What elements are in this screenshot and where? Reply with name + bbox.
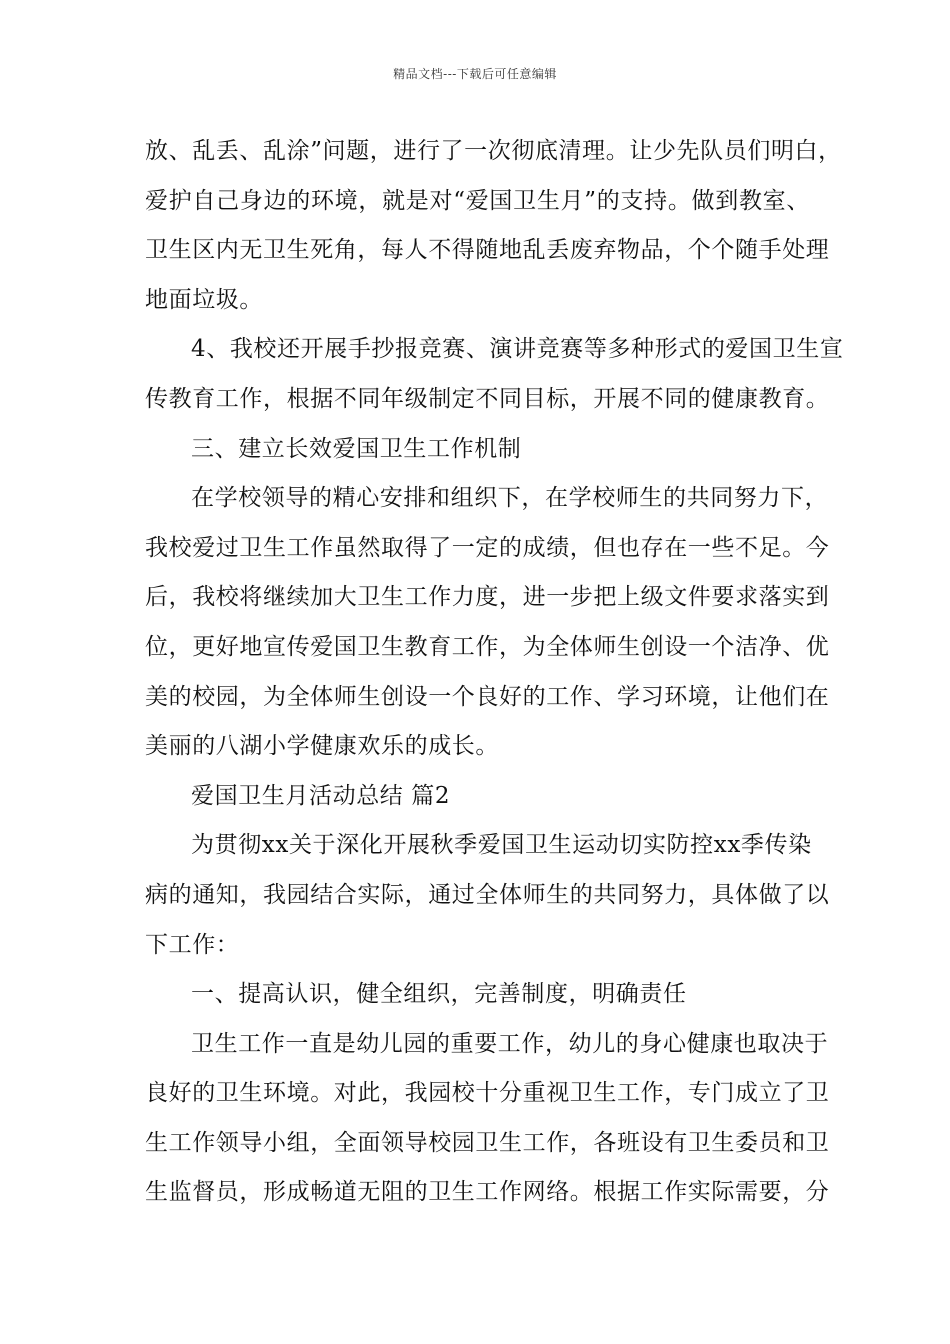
text-line: 为贯彻xx关于深化开展秋季爱国卫生运动切实防控xx季传染 <box>191 832 812 859</box>
text-line: 下工作： <box>145 931 240 958</box>
text-line: 生监督员，形成畅道无阻的卫生工作网络。根据工作实际需要，分 <box>145 1179 830 1206</box>
text-line: 传教育工作，根据不同年级制定不同目标，开展不同的健康教育。 <box>145 385 830 412</box>
text-line: 卫生工作一直是幼儿园的重要工作，幼儿的身心健康也取决于 <box>191 1030 829 1057</box>
section-heading: 一、提高认识，健全组织，完善制度，明确责任 <box>191 981 687 1008</box>
article-subtitle: 爱国卫生月活动总结 篇2 <box>191 782 451 809</box>
text-line: 生工作领导小组，全面领导校园卫生工作，各班设有卫生委员和卫 <box>145 1129 830 1156</box>
text-line: 地面垃圾。 <box>145 286 263 313</box>
text-line: 美的校园，为全体师生创设一个良好的工作、学习环境，让他们在 <box>145 683 830 710</box>
text-line: 病的通知，我园结合实际，通过全体师生的共同努力，具体做了以 <box>145 881 830 908</box>
page-header: 精品文档---下载后可任意编辑 <box>393 67 557 81</box>
text-line: 后，我校将继续加大卫生工作力度，进一步把上级文件要求落实到 <box>145 584 830 611</box>
text-line: 爱护自己身边的环境，就是对“爱国卫生月”的支持。做到教室、 <box>145 187 810 214</box>
section-heading: 三、建立长效爱国卫生工作机制 <box>191 435 522 462</box>
text-line: 我校爱过卫生工作虽然取得了一定的成绩，但也存在一些不足。今 <box>145 534 830 561</box>
document-body <box>145 127 844 1218</box>
text-line: 良好的卫生环境。对此，我园校十分重视卫生工作，专门成立了卫 <box>145 1080 830 1107</box>
text-line: 4、我校还开展手抄报竞赛、演讲竞赛等多种形式的爱国卫生宣 <box>191 336 844 363</box>
text-line: 卫生区内无卫生死角，每人不得随地乱丢废弃物品，个个随手处理 <box>145 237 830 264</box>
text-line: 在学校领导的精心安排和组织下，在学校师生的共同努力下， <box>191 485 829 512</box>
text-line: 位，更好地宣传爱国卫生教育工作，为全体师生创设一个洁净、优 <box>145 633 830 660</box>
text-line: 美丽的八湖小学健康欢乐的成长。 <box>145 733 499 760</box>
text-line: 放、乱丢、乱涂”问题，进行了一次彻底清理。让少先队员们明白， <box>145 138 842 164</box>
